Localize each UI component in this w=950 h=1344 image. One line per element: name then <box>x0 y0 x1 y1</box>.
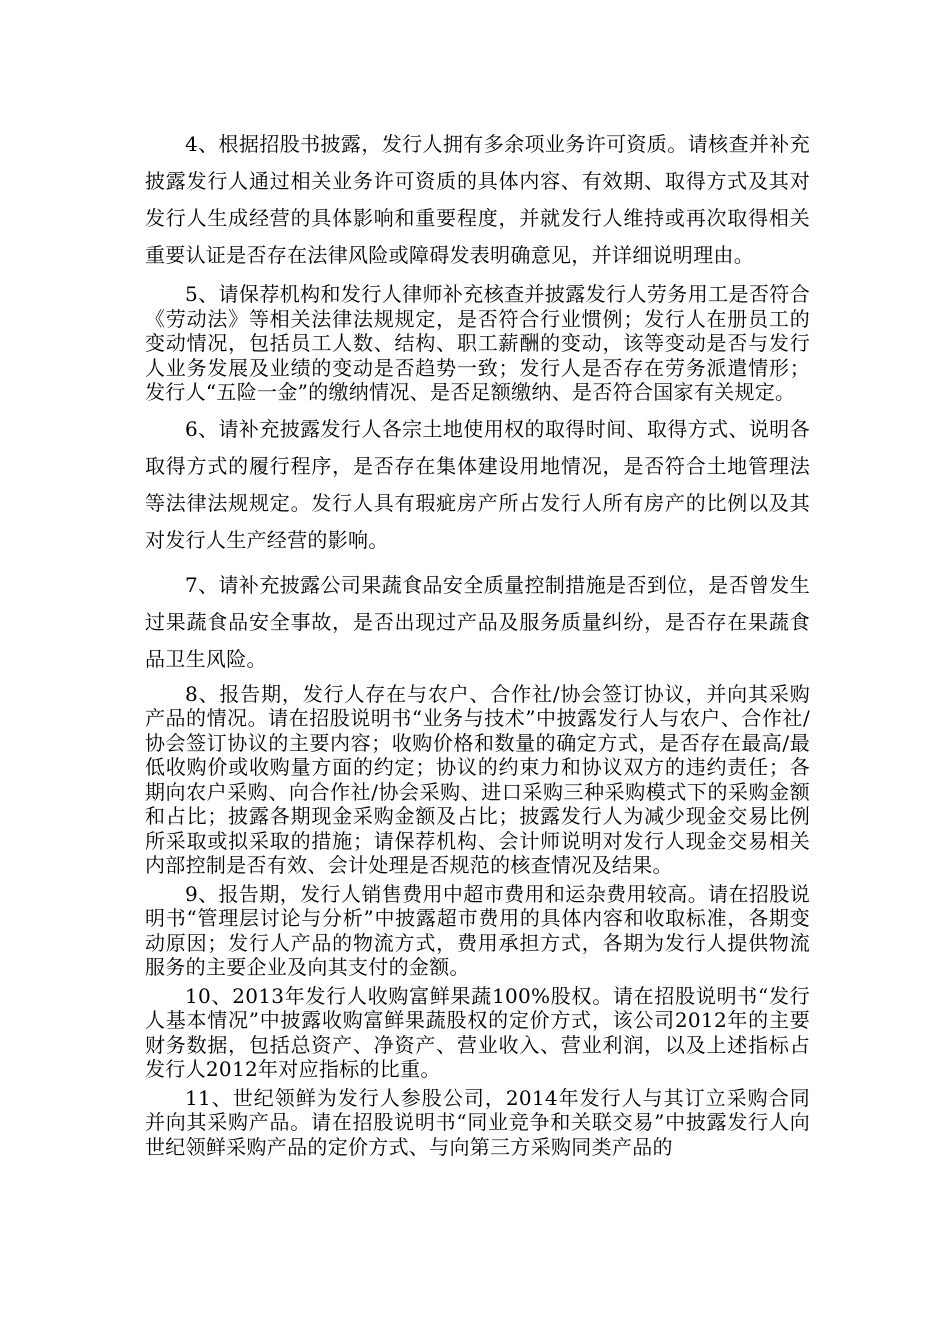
paragraph-q9: 9、报告期，发行人销售费用中超市费用和运杂费用较高。请在招股说明书“管理层讨论与分析”中披露超市费用的具体内容和收取标准，各期变动原因；发行人产品的物流方式，费用承担方式，各期为发行人提供物流服务的主要企业及向其支付的金额。 <box>145 881 810 979</box>
paragraph-q7: 7、请补充披露公司果蔬食品安全质量控制措施是否到位，是否曾发生过果蔬食品安全事故，是否出现过产品及服务质量纠纷，是否存在果蔬食品卫生风险。 <box>145 572 810 671</box>
paragraph-q10: 10、2013年发行人收购富鲜果蔬100%股权。请在招股说明书“发行人基本情况”中披露收购富鲜果蔬股权的定价方式，该公司2012年的主要财务数据，包括总资产、净资产、营业收入、营业利润，以及上述指标占发行人2012年对应指标的比重。 <box>145 983 810 1081</box>
paragraph-q5: 5、请保荐机构和发行人律师补充核查并披露发行人劳务用工是否符合《劳动法》等相关法律法规规定，是否符合行业惯例；发行人在册员工的变动情况，包括员工人数、结构、职工薪酬的变动，该等变动是否与发行人业务发展及业绩的变动是否趋势一致；发行人是否存在劳务派遣情形；发行人“五险一金”的缴纳情况、是否足额缴纳、是否符合国家有关规定。 <box>145 282 810 404</box>
paragraph-q6: 6、请补充披露发行人各宗土地使用权的取得时间、取得方式、说明各取得方式的履行程序，是否存在集体建设用地情况，是否符合土地管理法等法律法规规定。发行人具有瑕疵房产所占发行人所有房产的比例以及其对发行人生产经营的影响。 <box>145 416 810 552</box>
paragraph-q11: 11、世纪领鲜为发行人参股公司，2014年发行人与其订立采购合同并向其采购产品。请在招股说明书“同业竞争和关联交易”中披露发行人向世纪领鲜采购产品的定价方式、与向第三方采购同类产品的 <box>145 1085 810 1159</box>
paragraph-q8: 8、报告期，发行人存在与农户、合作社/协会签订协议，并向其采购产品的情况。请在招股说明书“业务与技术”中披露发行人与农户、合作社/协会签订协议的主要内容；收购价格和数量的确定方式，是否存在最高/最低收购价或收购量方面的约定；协议的约束力和协议双方的违约责任；各期向农户采购、向合作社/协会采购、进口采购三种采购模式下的采购金额和占比；披露各期现金采购金额及占比；披露发行人为减少现金交易比例所采取或拟采取的措施；请保荐机构、会计师说明对发行人现金交易相关内部控制是否有效、会计处理是否规范的核查情况及结果。 <box>145 681 810 877</box>
paragraph-q4: 4、根据招股书披露，发行人拥有多余项业务许可资质。请核查并补充披露发行人通过相关业务许可资质的具体内容、有效期、取得方式及其对发行人生成经营的具体影响和重要程度，并就发行人维持或再次取得相关重要认证是否存在法律风险或障碍发表明确意见，并详细说明理由。 <box>145 132 810 267</box>
document-page <box>145 126 810 1159</box>
